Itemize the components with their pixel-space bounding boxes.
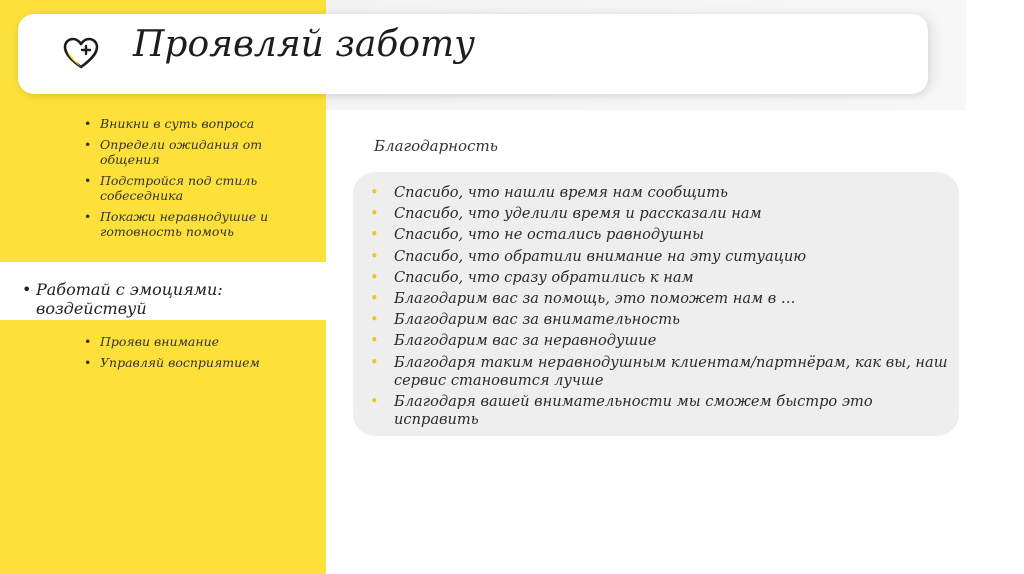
phrase-item: • Благодарим вас за внимательность bbox=[368, 311, 958, 329]
phrase-item: • Благодаря вашей внимательности мы сможем быстро это исправить bbox=[368, 393, 958, 429]
gratitude-heading: Благодарность bbox=[374, 137, 498, 155]
phrase-item: • Спасибо, что сразу обратились к нам bbox=[368, 269, 958, 287]
emotion-heading: • Работай с эмоциями: воздействуй bbox=[22, 280, 296, 318]
list-item: • Определи ожидания от общения bbox=[82, 137, 297, 167]
gratitude-phrases-list bbox=[368, 184, 958, 432]
phrase-item: • Благодарим вас за неравнодушие bbox=[368, 332, 958, 350]
page-title: Проявляй заботу bbox=[133, 24, 476, 65]
phrase-item: • Благодарим вас за помощь, это поможет нам в … bbox=[368, 290, 958, 308]
phrase-item: • Спасибо, что обратили внимание на эту ситуацию bbox=[368, 248, 958, 266]
list-item: • Управляй восприятием bbox=[82, 355, 297, 370]
list-item: • Подстройся под стиль собеседника bbox=[82, 173, 297, 203]
phrase-item: • Спасибо, что уделили время и рассказали нам bbox=[368, 205, 958, 223]
tips-list-emotions bbox=[82, 334, 297, 376]
list-item: • Покажи неравнодушие и готовность помочь bbox=[82, 209, 297, 239]
list-item: • Вникни в суть вопроса bbox=[82, 116, 297, 131]
heart-plus-icon bbox=[62, 36, 100, 70]
phrase-item: • Спасибо, что не остались равнодушны bbox=[368, 226, 958, 244]
list-item: • Прояви внимание bbox=[82, 334, 297, 349]
tips-list-understanding bbox=[82, 116, 297, 245]
phrase-item: • Спасибо, что нашли время нам сообщить bbox=[368, 184, 958, 202]
phrase-item: • Благодаря таким неравнодушным клиентам/партнёрам, как вы, наш сервис становится лучше bbox=[368, 354, 958, 390]
